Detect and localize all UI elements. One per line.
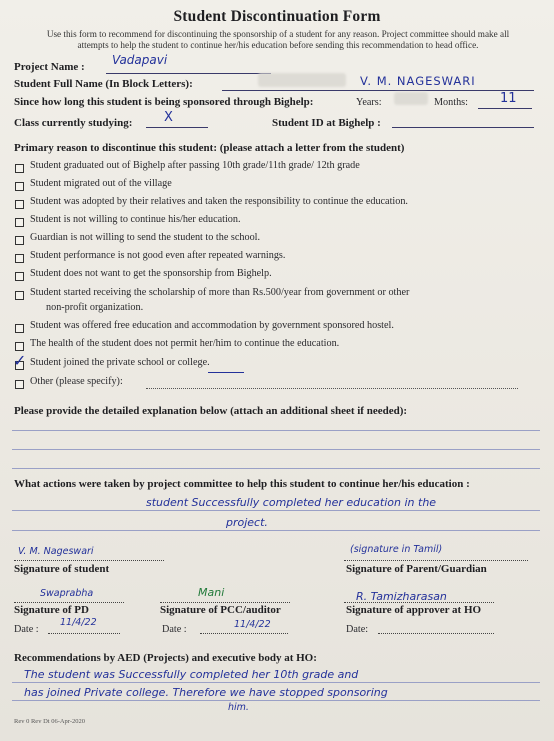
actions-heading: What actions were taken by project committee to help this student to continue her/his education : xyxy=(14,478,470,490)
reason-10-text: The health of the student does not permit her/him to continue the education. xyxy=(30,338,340,349)
actions-line-2[interactable]: project. xyxy=(226,516,268,529)
pcc-date-label: Date : xyxy=(162,624,187,635)
pcc-date-value[interactable]: 11/4/22 xyxy=(234,619,271,630)
reason-8-continuation: non-profit organization. xyxy=(46,302,144,313)
reason-7-text: Student does not want to get the sponsorship from Bighelp. xyxy=(30,268,272,279)
reason-1-checkbox[interactable] xyxy=(15,164,24,173)
pd-signature[interactable]: Swaprabha xyxy=(40,588,94,599)
student-signature[interactable]: V. M. Nageswari xyxy=(18,546,94,557)
class-label: Class currently studying: xyxy=(14,117,133,129)
reason-6-checkbox[interactable] xyxy=(15,254,24,263)
recommendations-heading: Recommendations by AED (Projects) and executive body at HO: xyxy=(14,652,317,664)
actions-rule-1 xyxy=(12,510,540,511)
student-name-underline xyxy=(222,90,534,91)
reason-1-text: Student graduated out of Bighelp after passing 10th grade/11th grade/ 12th grade xyxy=(30,160,360,171)
reason-3-text: Student was adopted by their relatives and taken the responsibility to continue the education. xyxy=(30,196,408,207)
parent-signature[interactable]: (signature in Tamil) xyxy=(350,544,443,555)
reason-12-text: Other (please specify): xyxy=(30,376,123,387)
redaction-smudge xyxy=(258,73,346,87)
pd-signature-line xyxy=(14,602,124,603)
student-id-label: Student ID at Bighelp : xyxy=(272,117,381,129)
student-signature-line xyxy=(14,560,164,561)
class-value[interactable]: X xyxy=(164,110,173,125)
class-underline xyxy=(146,127,208,128)
form-title: Student Discontinuation Form xyxy=(173,8,381,25)
years-redaction xyxy=(394,92,428,105)
ho-date-line xyxy=(378,633,494,634)
reason-9-checkbox[interactable] xyxy=(15,324,24,333)
ho-date-label: Date: xyxy=(346,624,369,635)
recommendation-line-2[interactable]: has joined Private college. Therefore we have stopped sponsoring xyxy=(24,686,388,699)
reason-2-text: Student migrated out of the village xyxy=(30,178,172,189)
reason-12-checkbox[interactable] xyxy=(15,380,24,389)
pcc-signature-label: Signature of PCC/auditor xyxy=(160,604,281,616)
student-name-label: Student Full Name (In Block Letters): xyxy=(14,78,193,90)
parent-signature-label: Signature of Parent/Guardian xyxy=(346,563,487,575)
project-name-value[interactable]: Vadapavi xyxy=(112,53,168,67)
explanation-line-3[interactable] xyxy=(12,468,540,469)
reason-9-text: Student was offered free education and accommodation by government sponsored hostel. xyxy=(30,320,394,331)
since-label: Since how long this student is being sponsored through Bighelp: xyxy=(14,96,314,108)
pd-signature-label: Signature of PD xyxy=(14,604,89,616)
project-name-label: Project Name : xyxy=(14,61,85,73)
reason-10-checkbox[interactable] xyxy=(15,342,24,351)
reason-7-checkbox[interactable] xyxy=(15,272,24,281)
reason-4-text: Student is not willing to continue his/her education. xyxy=(30,214,241,225)
reason-2-checkbox[interactable] xyxy=(15,182,24,191)
explanation-heading: Please provide the detailed explanation below (attach an additional sheet if needed): xyxy=(14,405,408,417)
ho-signature[interactable]: R. Tamizharasan xyxy=(356,590,447,603)
years-label: Years: xyxy=(356,97,382,108)
reason-3-checkbox[interactable] xyxy=(15,200,24,209)
months-label: Months: xyxy=(434,97,468,108)
recommendation-line-3[interactable]: him. xyxy=(228,702,249,713)
other-specify-dotted-line xyxy=(146,388,518,389)
reason-6-text: Student performance is not good even after repeated warnings. xyxy=(30,250,286,261)
reason-11-text: Student joined the private school or college. xyxy=(30,357,210,368)
revision-footer: Rev 0 Rev Dt 06-Apr-2020 xyxy=(14,718,85,725)
reason-4-checkbox[interactable] xyxy=(15,218,24,227)
instructions-line-1: Use this form to recommend for discontinuing the sponsorship of a student for any reason. Project committee should make all xyxy=(46,29,510,39)
student-name-value[interactable]: V. M. NAGESWARI xyxy=(360,74,476,88)
ho-signature-line xyxy=(344,602,494,603)
checkmark-icon: ✓ xyxy=(13,351,27,370)
student-signature-label: Signature of student xyxy=(14,563,110,575)
parent-signature-line xyxy=(344,560,528,561)
student-id-underline xyxy=(392,127,534,128)
pcc-signature-line xyxy=(160,602,290,603)
pd-date-line xyxy=(48,633,120,634)
ho-signature-label: Signature of approver at HO xyxy=(346,604,482,616)
months-underline xyxy=(478,108,532,109)
reason-5-text: Guardian is not willing to send the student to the school. xyxy=(30,232,261,243)
instructions-line-2: attempts to help the student to continue her/his education before sending this recommendation to head office. xyxy=(77,40,479,50)
project-name-underline xyxy=(106,73,271,74)
reason-5-checkbox[interactable] xyxy=(15,236,24,245)
explanation-line-1[interactable] xyxy=(12,430,540,431)
college-underline-mark xyxy=(208,372,244,373)
recommendation-rule-2 xyxy=(12,700,540,701)
actions-line-1[interactable]: student Successfully completed her education in the xyxy=(146,496,437,509)
months-value[interactable]: 11 xyxy=(500,91,517,106)
pd-date-value[interactable]: 11/4/22 xyxy=(60,617,97,628)
recommendation-rule-1 xyxy=(12,682,540,683)
pcc-signature[interactable]: Mani xyxy=(198,586,225,599)
pd-date-label: Date : xyxy=(14,624,39,635)
reasons-heading: Primary reason to discontinue this student: (please attach a letter from the student) xyxy=(14,142,405,154)
actions-rule-2 xyxy=(12,530,540,531)
pcc-date-line xyxy=(200,633,288,634)
reason-8-checkbox[interactable] xyxy=(15,291,24,300)
reason-8-text: Student started receiving the scholarship of more than Rs.500/year from government or other xyxy=(30,287,410,298)
recommendation-line-1[interactable]: The student was Successfully completed her 10th grade and xyxy=(24,668,359,681)
explanation-line-2[interactable] xyxy=(12,449,540,450)
